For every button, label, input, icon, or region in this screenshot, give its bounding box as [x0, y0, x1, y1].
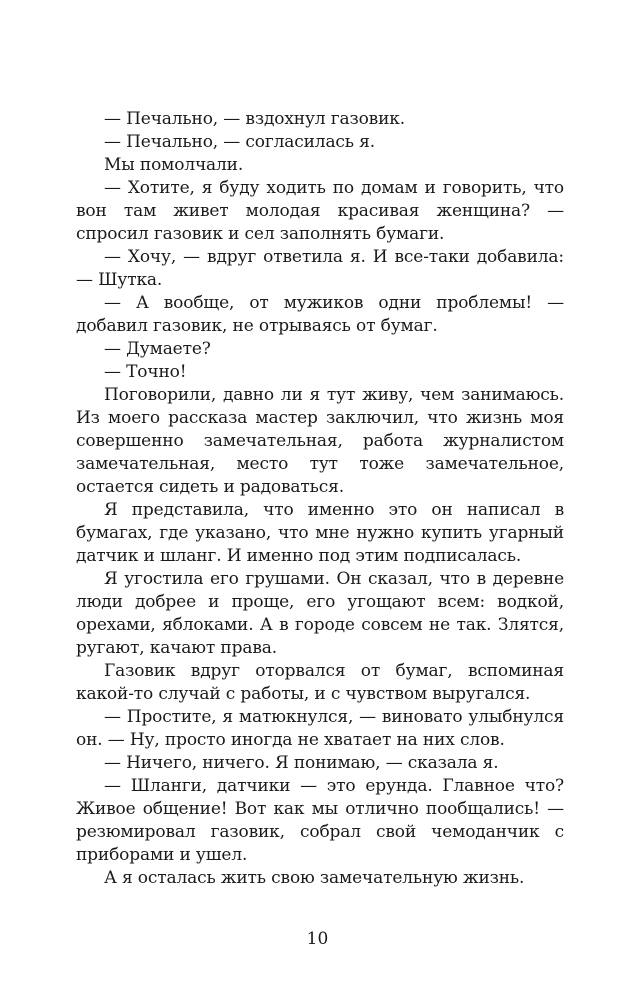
paragraph: Я угостила его грушами. Он сказал, что в деревне люди добрее и проще, его угощают всем: водкой, орехами, яблоками. А в городе совсем не так. Злятся, ругают, качают права.	[76, 569, 564, 658]
page-body	[76, 108, 564, 890]
page-number: 10	[306, 929, 329, 949]
paragraph: Газовик вдруг оторвался от бумаг, вспоминая какой-то случай с работы, и с чувством выругался.	[76, 661, 564, 704]
paragraph: Мы помолчали.	[104, 155, 244, 175]
paragraph: — Ничего, ничего. Я понимаю, — сказала я.	[104, 753, 499, 773]
paragraph: — Простите, я матюкнулся, — виновато улыбнулся он. — Ну, просто иногда не хватает на них слов.	[76, 707, 564, 750]
paragraph: — Печально, — согласилась я.	[104, 132, 375, 152]
paragraph: — А вообще, от мужиков одни проблемы! — добавил газовик, не отрываясь от бумаг.	[76, 293, 564, 336]
paragraph: — Думаете?	[104, 339, 211, 359]
paragraph: — Печально, — вздохнул газовик.	[104, 109, 405, 129]
paragraph: Я представила, что именно это он написал в бумагах, где указано, что мне нужно купить угарный датчик и шланг. И именно под этим подписалась.	[76, 500, 564, 566]
paragraph: — Хотите, я буду ходить по домам и говорить, что вон там живет молодая красивая женщина? — спросил газовик и сел заполнять бумаги.	[76, 178, 564, 244]
paragraph: — Шланги, датчики — это ерунда. Главное что? Живое общение! Вот как мы отлично пообщались! — резюмировал газовик, собрал свой чемоданчик с приборами и ушел.	[76, 776, 564, 865]
paragraph: — Хочу, — вдруг ответила я. И все-таки добавила: — Шутка.	[76, 247, 564, 290]
paragraph: А я осталась жить свою замечательную жизнь.	[104, 868, 525, 888]
paragraph: — Точно!	[104, 362, 187, 382]
paragraph: Поговорили, давно ли я тут живу, чем занимаюсь. Из моего рассказа мастер заключил, что жизнь моя совершенно замечательная, работа журналистом замечательная, место тут тоже замечательное, остается сидеть и радоваться.	[76, 385, 564, 497]
